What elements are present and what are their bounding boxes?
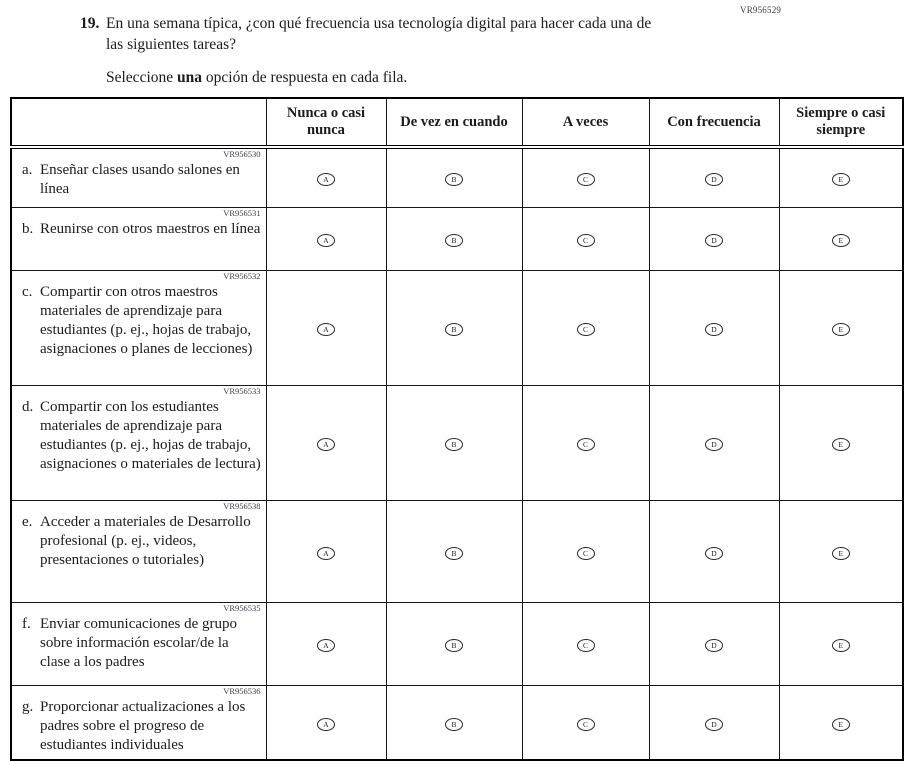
bubble-letter: D xyxy=(711,719,717,729)
column-header-aveces: A veces xyxy=(522,98,649,147)
bubble-letter: A xyxy=(323,236,329,245)
row-label: Proporcionar actualizaciones a los padres sobre el progreso de estudiantes individuales xyxy=(40,699,246,753)
bubble-letter: B xyxy=(451,440,457,449)
response-bubble-c[interactable] xyxy=(577,547,595,560)
column-header-siempre: Siempre o casi siempre xyxy=(779,98,903,147)
row-code: VR956532 xyxy=(223,271,261,281)
row-label: Acceder a materiales de Desarrollo profesional (p. ej., videos, presentaciones o tutoriales) xyxy=(40,514,251,568)
instruction-suffix: opción de respuesta en cada fila. xyxy=(202,69,408,86)
row-letter: a. xyxy=(22,162,33,178)
option-cell xyxy=(386,603,522,686)
bubble-letter: A xyxy=(323,719,329,729)
row-letter: g. xyxy=(22,699,34,715)
task-column-header xyxy=(11,98,266,147)
option-cell xyxy=(266,501,386,603)
response-bubble-e[interactable] xyxy=(832,234,850,247)
option-cell xyxy=(522,686,649,761)
bubble-letter: B xyxy=(451,236,457,245)
table-row-e xyxy=(11,501,903,603)
response-bubble-b[interactable] xyxy=(445,438,463,451)
response-bubble-e[interactable] xyxy=(832,323,850,336)
bubble-letter: C xyxy=(582,325,588,334)
question-block xyxy=(80,13,760,88)
bubble-letter: E xyxy=(838,641,844,650)
bubble-letter: E xyxy=(838,719,844,729)
table-row-b xyxy=(11,208,903,271)
response-bubble-a[interactable] xyxy=(317,639,335,652)
table-row-a xyxy=(11,147,903,208)
option-cell xyxy=(522,386,649,501)
task-cell xyxy=(11,603,266,686)
task-cell xyxy=(11,208,266,271)
row-label: Compartir con los estudiantes materiales de aprendizaje para estudiantes (p. ej., hojas de trabajo, asignaciones o materiales de lectura) xyxy=(40,399,261,472)
bubble-letter: B xyxy=(451,719,457,729)
option-cell xyxy=(779,147,903,208)
option-cell xyxy=(649,386,779,501)
row-code: VR956538 xyxy=(223,501,261,511)
option-cell xyxy=(522,208,649,271)
option-cell xyxy=(266,686,386,761)
bubble-letter: E xyxy=(838,440,844,449)
response-bubble-a[interactable] xyxy=(317,438,335,451)
bubble-letter: D xyxy=(711,548,717,558)
response-bubble-e[interactable] xyxy=(832,547,850,560)
option-cell xyxy=(522,501,649,603)
bubble-letter: A xyxy=(323,440,329,449)
response-bubble-d[interactable] xyxy=(705,234,723,247)
response-bubble-c[interactable] xyxy=(577,438,595,451)
instruction-bold: una xyxy=(177,69,203,86)
option-cell xyxy=(649,686,779,761)
option-cell xyxy=(386,208,522,271)
question-line-2: las siguientes tareas? xyxy=(106,36,236,53)
table-row-g xyxy=(11,686,903,761)
bubble-letter: E xyxy=(838,175,844,184)
question-text xyxy=(106,13,651,55)
option-cell xyxy=(779,686,903,761)
row-label: Enseñar clases usando salones en línea xyxy=(40,162,240,197)
response-bubble-e[interactable] xyxy=(832,639,850,652)
option-cell xyxy=(779,603,903,686)
row-label: Compartir con otros maestros materiales de aprendizaje para estudiantes (p. ej., hojas de trabajo, asignaciones o planes de lecciones) xyxy=(40,284,253,357)
bubble-letter: E xyxy=(838,548,844,558)
option-cell xyxy=(779,208,903,271)
option-cell xyxy=(266,147,386,208)
response-bubble-c[interactable] xyxy=(577,173,595,186)
row-code: VR956533 xyxy=(223,386,261,396)
bubble-letter: D xyxy=(711,236,717,245)
bubble-letter: A xyxy=(323,325,329,334)
task-cell xyxy=(11,501,266,603)
response-bubble-e[interactable] xyxy=(832,438,850,451)
option-cell xyxy=(386,501,522,603)
option-cell xyxy=(386,386,522,501)
response-bubble-d[interactable] xyxy=(705,438,723,451)
bubble-letter: A xyxy=(323,641,329,650)
option-cell xyxy=(522,271,649,386)
response-bubble-d[interactable] xyxy=(705,639,723,652)
bubble-letter: C xyxy=(582,175,588,184)
response-bubble-c[interactable] xyxy=(577,234,595,247)
option-cell xyxy=(266,603,386,686)
response-bubble-a[interactable] xyxy=(317,173,335,186)
option-cell xyxy=(779,501,903,603)
response-bubble-c[interactable] xyxy=(577,639,595,652)
bubble-letter: E xyxy=(838,325,844,334)
response-bubble-d[interactable] xyxy=(705,173,723,186)
table-row-f xyxy=(11,603,903,686)
response-bubble-d[interactable] xyxy=(705,547,723,560)
bubble-letter: C xyxy=(582,548,588,558)
response-bubble-b[interactable] xyxy=(445,547,463,560)
option-cell xyxy=(649,208,779,271)
bubble-letter: B xyxy=(451,641,457,650)
response-bubble-c[interactable] xyxy=(577,323,595,336)
bubble-letter: A xyxy=(323,548,329,558)
task-cell xyxy=(11,686,266,761)
page-code: VR956529 xyxy=(740,5,782,15)
option-cell xyxy=(386,147,522,208)
question-number: 19. xyxy=(80,15,100,32)
response-bubble-a[interactable] xyxy=(317,547,335,560)
response-bubble-a[interactable] xyxy=(317,323,335,336)
option-cell xyxy=(386,686,522,761)
bubble-letter: D xyxy=(711,325,717,334)
response-bubble-d[interactable] xyxy=(705,323,723,336)
row-letter: b. xyxy=(22,221,34,237)
response-bubble-a[interactable] xyxy=(317,234,335,247)
option-cell xyxy=(266,386,386,501)
row-code: VR956530 xyxy=(223,149,261,159)
bubble-letter: D xyxy=(711,440,717,449)
option-cell xyxy=(649,603,779,686)
instruction-text xyxy=(106,68,760,88)
row-label: Enviar comunicaciones de grupo sobre información escolar/de la clase a los padres xyxy=(40,616,238,670)
header-row xyxy=(11,98,903,147)
response-table xyxy=(10,97,904,761)
response-bubble-b[interactable] xyxy=(445,234,463,247)
bubble-letter: D xyxy=(711,175,717,184)
bubble-letter: D xyxy=(711,641,717,650)
bubble-letter: C xyxy=(582,236,588,245)
row-code: VR956536 xyxy=(223,686,261,696)
bubble-letter: B xyxy=(451,175,457,184)
bubble-letter: A xyxy=(323,175,329,184)
row-letter: f. xyxy=(22,616,31,632)
response-bubble-b[interactable] xyxy=(445,173,463,186)
instruction-prefix: Seleccione xyxy=(106,69,178,86)
row-letter: c. xyxy=(22,284,33,300)
bubble-letter: B xyxy=(451,548,457,558)
bubble-letter: C xyxy=(582,440,588,449)
row-letter: e. xyxy=(22,514,33,530)
table-row-d xyxy=(11,386,903,501)
bubble-letter: B xyxy=(451,325,457,334)
row-code: VR956531 xyxy=(223,208,261,218)
row-code: VR956535 xyxy=(223,603,261,613)
option-cell xyxy=(779,271,903,386)
row-label: Reunirse con otros maestros en línea xyxy=(40,221,261,237)
bubble-letter: C xyxy=(582,641,588,650)
option-cell xyxy=(522,147,649,208)
column-header-confrecuencia: Con frecuencia xyxy=(649,98,779,147)
option-cell xyxy=(266,208,386,271)
column-header-devez: De vez en cuando xyxy=(386,98,522,147)
option-cell xyxy=(779,386,903,501)
option-cell xyxy=(522,603,649,686)
bubble-letter: E xyxy=(838,236,844,245)
option-cell xyxy=(649,501,779,603)
question-line-1: En una semana típica, ¿con qué frecuencia usa tecnología digital para hacer cada una de xyxy=(106,15,652,32)
option-cell xyxy=(649,271,779,386)
response-bubble-b[interactable] xyxy=(445,323,463,336)
response-bubble-b[interactable] xyxy=(445,639,463,652)
bubble-letter: C xyxy=(582,719,588,729)
option-cell xyxy=(649,147,779,208)
task-cell xyxy=(11,386,266,501)
column-header-nunca: Nunca o casi nunca xyxy=(266,98,386,147)
table-row-c xyxy=(11,271,903,386)
option-cell xyxy=(266,271,386,386)
task-cell xyxy=(11,147,266,208)
task-cell xyxy=(11,271,266,386)
row-letter: d. xyxy=(22,399,34,415)
option-cell xyxy=(386,271,522,386)
response-bubble-e[interactable] xyxy=(832,173,850,186)
